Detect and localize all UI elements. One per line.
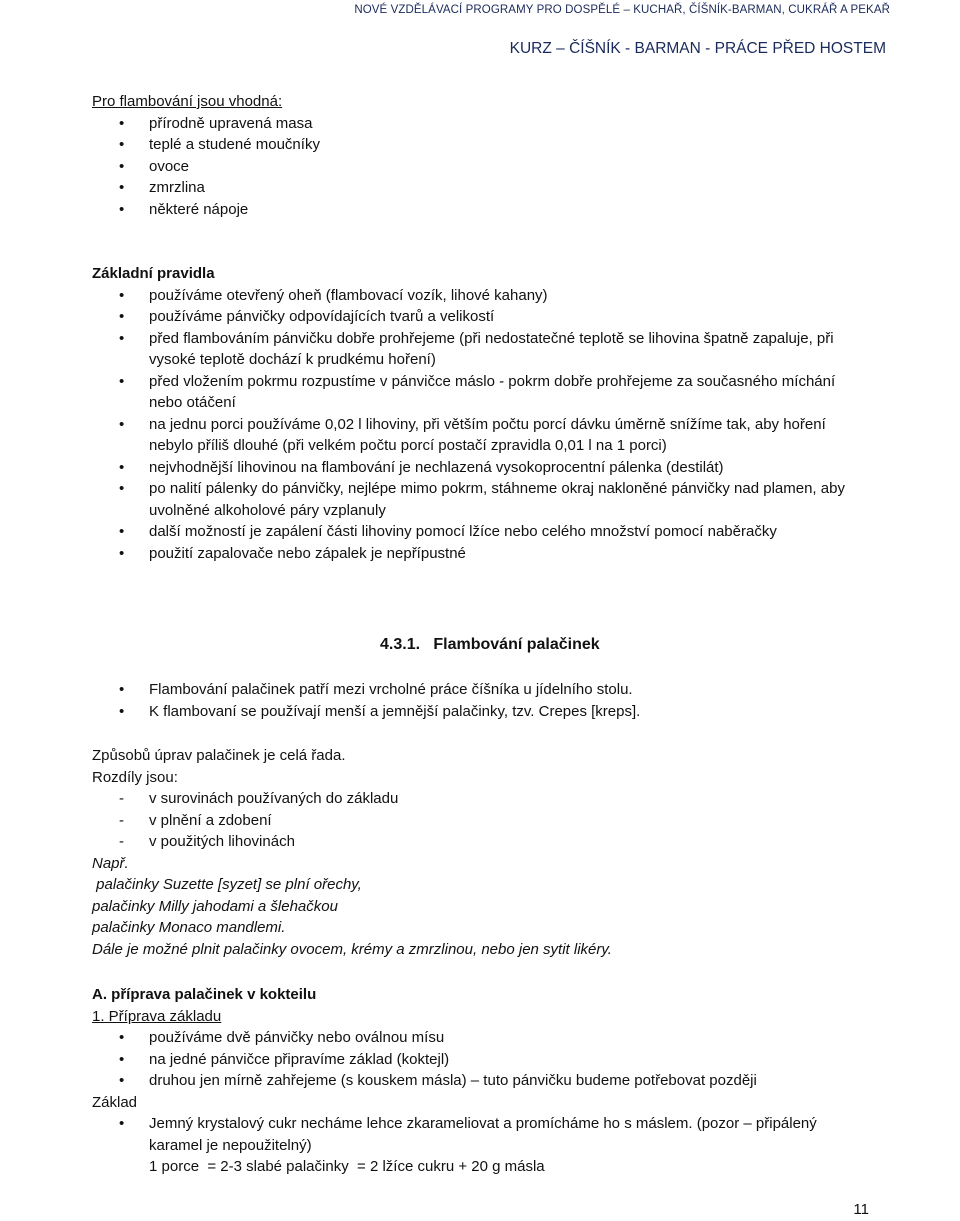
list-item: • nejvhodnější lihovinou na flambování je nechlazená vysokoprocentní pálenka (destilát): [92, 457, 852, 479]
list-item: - v plnění a zdobení: [92, 810, 852, 832]
bullet-icon: •: [119, 681, 125, 698]
page-number: 11: [853, 1201, 869, 1218]
list-item: • další možností je zapálení části lihoviny pomocí lžíce nebo celého množství pomocí naběračky: [92, 521, 852, 543]
bullet-icon: •: [119, 200, 125, 218]
example-line: palačinky Milly jahodami a šlehačkou: [92, 897, 338, 915]
bullet-icon: •: [119, 1115, 125, 1132]
list-item: • po nalití pálenky do pánvičky, nejlépe mimo pokrm, stáhneme okraj nakloněné pánvičky nad plamen, aby uvolněné alkoholové páry vzplanuly: [119, 480, 845, 519]
bullet-icon: •: [119, 308, 125, 325]
list-item: • používáme pánvičky odpovídajících tvarů a velikostí: [92, 306, 852, 328]
methods-section: [92, 745, 852, 960]
bullet-icon: •: [119, 415, 125, 433]
rules-section: [92, 263, 852, 564]
header-course: KURZ – ČÍŠNÍK - BARMAN - PRÁCE PŘED HOSTEM: [509, 40, 886, 57]
list-item: • před vložením pokrmu rozpustíme v pánvičce máslo - pokrm dobře prohřejeme za současného míchání nebo otáčení: [119, 372, 836, 411]
list-item: • některé nápoje: [92, 199, 852, 221]
list-item: • Jemný krystalový cukr necháme lehce zkarameliovat a promícháme ho s máslem. (pozor – připálený karamel je nepoužitelný): [119, 1115, 817, 1154]
dash-icon: -: [119, 811, 124, 829]
dash-icon: -: [119, 833, 124, 850]
example-line: palačinky Suzette [syzet] se plní ořechy,: [92, 876, 362, 893]
methods-line: Způsobů úprav palačinek je celá řada.: [92, 747, 346, 764]
list-item: • před flambováním pánvičku dobře prohřejeme (při nedostatečné teplotě se lihovina špatně zapaluje, při vysoké teplotě dochází k prudkému hoření): [119, 329, 834, 368]
bullet-icon: •: [119, 1072, 125, 1089]
rules-heading: Základní pravidla: [92, 265, 215, 282]
list-item: - v surovinách používaných do základu: [92, 788, 852, 810]
suitable-section: [92, 91, 852, 220]
bullet-icon: •: [119, 544, 125, 562]
bullet-icon: •: [119, 286, 125, 304]
bullet-icon: •: [119, 1029, 125, 1046]
example-line: palačinky Monaco mandlemi.: [92, 919, 286, 936]
list-item: - v použitých lihovinách: [92, 831, 852, 853]
list-item: • na jednu porci používáme 0,02 l lihoviny, při větším počtu porcí dávku úměrně snížíme tak, aby hoření nebylo příliš dlouhé (při velkém počtu porcí postačí zpravidla 0,01 l na 1 porci): [119, 415, 826, 454]
prep-heading: A. příprava palačinek v kokteilu: [92, 986, 317, 1003]
bullet-icon: •: [119, 702, 125, 720]
prep-subheading: 1. Příprava základu: [92, 1007, 222, 1025]
base-label: Základ: [92, 1093, 138, 1111]
portion-line: 1 porce = 2-3 slabé palačinky = 2 lžíce cukru + 20 g másla: [149, 1158, 545, 1175]
example-label: Např.: [92, 854, 129, 872]
bullet-icon: •: [119, 136, 125, 153]
list-item: • K flambovaní se používají menší a jemnější palačinky, tzv. Crepes [kreps].: [92, 701, 852, 723]
bullet-icon: •: [119, 179, 125, 196]
list-item: • ovoce: [92, 156, 852, 178]
intro-section: [92, 679, 852, 722]
section-number: 4.3.1.: [380, 636, 421, 653]
prep-section: [92, 984, 852, 1178]
bullet-icon: •: [119, 372, 125, 390]
bullet-icon: •: [119, 523, 125, 540]
list-item: • na jedné pánvičce připravíme základ (koktejl): [92, 1049, 852, 1071]
example-line: Dále je možné plnit palačinky ovocem, krémy a zmrzlinou, nebo jen sytit likéry.: [92, 940, 612, 958]
list-item: • používáme dvě pánvičky nebo oválnou mísu: [92, 1027, 852, 1049]
section-title: [380, 634, 600, 656]
suitable-heading: Pro flambování jsou vhodná:: [92, 93, 283, 110]
dash-icon: -: [119, 790, 124, 807]
bullet-icon: •: [119, 480, 125, 497]
list-item: • používáme otevřený oheň (flambovací vozík, lihové kahany): [92, 285, 852, 307]
header-program: NOVÉ VZDĚLÁVACÍ PROGRAMY PRO DOSPĚLÉ – KUCHAŘ, ČÍŠNÍK-BARMAN, CUKRÁŘ A PEKAŘ: [354, 4, 890, 16]
bullet-icon: •: [119, 114, 125, 132]
list-item: • přírodně upravená masa: [92, 113, 852, 135]
list-item: • zmrzlina: [92, 177, 852, 199]
list-item: • teplé a studené moučníky: [92, 134, 852, 156]
bullet-icon: •: [119, 458, 125, 476]
bullet-icon: •: [119, 329, 125, 347]
methods-line: Rozdíly jsou:: [92, 768, 178, 786]
list-item: • Flambování palačinek patří mezi vrcholné práce číšníka u jídelního stolu.: [92, 679, 852, 701]
list-item: • použití zapalovače nebo zápalek je nepřípustné: [92, 543, 852, 565]
bullet-icon: •: [119, 1050, 125, 1068]
bullet-icon: •: [119, 157, 125, 175]
list-item: • druhou jen mírně zahřejeme (s kouskem másla) – tuto pánvičku budeme potřebovat později: [92, 1070, 852, 1092]
section-heading: Flambování palačinek: [433, 636, 600, 653]
